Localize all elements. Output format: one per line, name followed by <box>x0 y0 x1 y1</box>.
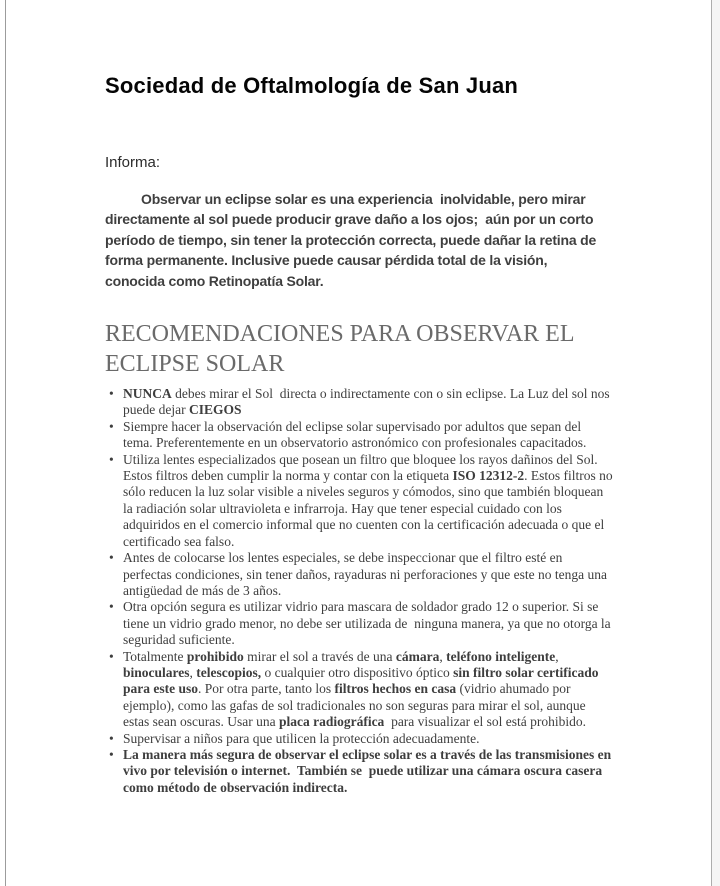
recommendation-item: • La manera más segura de observar el eclipse solar es a través de las transmisiones en vivo por televisión o internet. También se puede utilizar una cámara oscura casera como método de observación indirecta. <box>123 747 613 796</box>
recommendation-item: • NUNCA debes mirar el Sol directa o indirectamente con o sin eclipse. La Luz del sol nos puede dejar CIEGOS <box>123 386 613 419</box>
document-title: Sociedad de Oftalmología de San Juan <box>105 73 519 98</box>
intro-paragraph: Observar un eclipse solar es una experiencia inolvidable, pero mirar directamente al sol puede producir grave daño a los ojos; aún por un corto período de tiempo, sin tener la protección correcta, puede dañar la retina de forma permanente. Inclusive puede causar pérdida total de la visión, conocida como Retinopatía Solar. <box>105 191 600 289</box>
informa-label: Informa: <box>105 154 161 171</box>
section-heading: RECOMENDACIONES PARA OBSERVAR EL ECLIPSE SOLAR <box>105 321 580 378</box>
recommendations-list <box>105 386 617 796</box>
page-left-edge-line <box>5 0 6 886</box>
recommendation-item: • Otra opción segura es utilizar vidrio para mascara de soldador grado 12 o superior. Si se tiene un vidrio grado menor, no debe ser utilizada de ninguna manera, ya que no otorga la seguridad suficiente. <box>123 599 613 648</box>
recommendation-item: • Siempre hacer la observación del eclipse solar supervisado por adultos que sepan del tema. Preferentemente en un observatorio astronómico con profesionales capacitados. <box>123 419 613 452</box>
outer-background-strip <box>712 0 720 886</box>
recommendation-item: • Supervisar a niños para que utilicen la protección adecuadamente. <box>123 731 613 747</box>
document-page <box>6 0 711 886</box>
recommendation-item: • Totalmente prohibido mirar el sol a través de una cámara, teléfono inteligente, binoculares, telescopios, o cualquier otro dispositivo óptico sin filtro solar certificado para este uso. Por otra parte, tanto los filtros hechos en casa (vidrio ahumado por ejemplo), como las gafas de sol tradicionales no son seguras para mirar el sol, aunque estas sean oscuras. Usar una placa radiográfica para visualizar el sol está prohibido. <box>123 649 613 731</box>
recommendation-item: • Antes de colocarse los lentes especiales, se debe inspeccionar que el filtro esté en perfectas condiciones, sin tener daños, rayaduras ni perforaciones y que este no tenga una antigüedad de más de 3 años. <box>123 550 613 599</box>
recommendation-item: • Utiliza lentes especializados que posean un filtro que bloquee los rayos dañinos del Sol. Estos filtros deben cumplir la norma y contar con la etiqueta ISO 12312-2. Estos filtros no sólo reducen la luz solar visible a niveles seguros y cómodos, sino que también bloquean la radiación solar ultravioleta e infrarroja. Hay que tener especial cuidado con los adquiridos en el comercio informal que no cuenten con la certificación adecuada o que el certificado sea falso. <box>123 452 613 550</box>
